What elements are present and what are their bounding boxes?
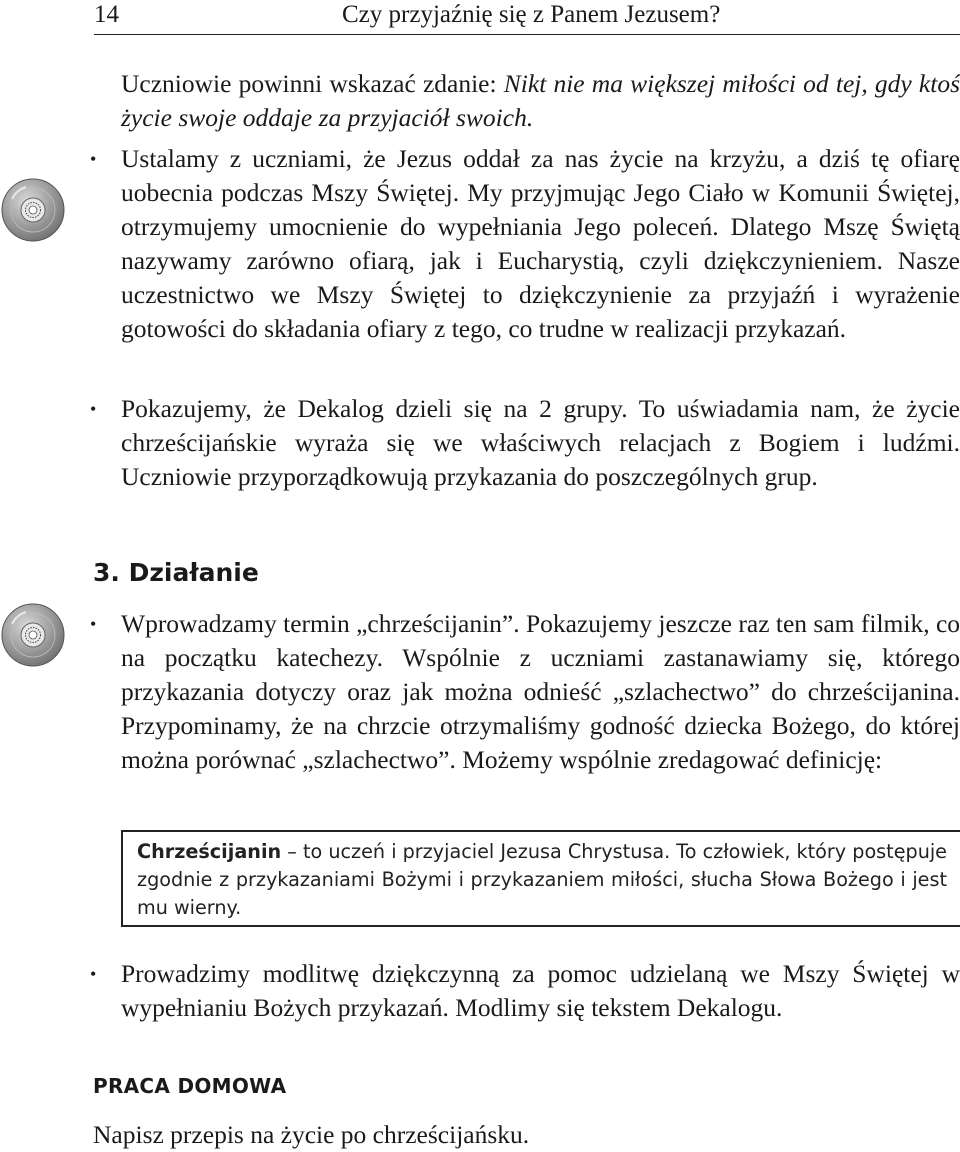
intro-paragraph [121, 67, 960, 135]
definition-text [137, 838, 947, 922]
running-title: Czy przyjaźnię się z Panem Jezusem? [342, 1, 721, 28]
homework-heading: PRACA DOMOWA [93, 1074, 287, 1098]
bullet-item: Ustalamy z uczniami, że Jezus oddał za nas życie na krzyżu, a dziś tę ofiarę uobecnia podczas Mszy Świętej. My przyjmując Jego Ciało w Komunii Świętej, otrzymujemy umocnienie do wypełniania Jego poleceń. Dlatego Mszę Świętą nazywamy zarówno ofiarą, jak i Eucharystią, czyli dziękczynieniem. Nasze uczestnictwo we Mszy Świętej to dziękczynienie za przyjaźń i wyrażenie gotowości do składania ofiary z tego, co trudne w realizacji przykazań. [121, 144, 960, 343]
intro-quote: Nikt nie ma większej miłości od tej, gdy ktoś życie swoje oddaje za przyjaciół swoich. [121, 69, 960, 132]
bullet-item: Pokazujemy, że Dekalog dzieli się na 2 grupy. To uświadamia nam, że życie chrześcijańskie wyraża się we właściwych relacjach z Bogiem i ludźmi. Uczniowie przyporządkowują przykazania do poszczególnych grup. [121, 394, 960, 491]
homework-text: Napisz przepis na życie po chrześcijańsku. [93, 1120, 530, 1149]
intro-text: Uczniowie powinni wskazać zdanie: [121, 69, 504, 98]
definition-body: – to uczeń i przyjaciel Jezusa Chrystusa. To człowiek, który postępuje zgodnie z przykazaniami Bożymi i przykazaniem miłości, słucha Słowa Bożego i jest mu wierny. [137, 840, 947, 919]
bullet-marker: • [90, 614, 97, 634]
cd-disc-icon [0, 602, 66, 668]
page-number: 14 [94, 1, 119, 28]
bullet-marker: • [90, 964, 97, 984]
bullet-item: Prowadzimy modlitwę dziękczynną za pomoc udzielaną we Mszy Świętej w wypełnianiu Bożych przykazań. Modlimy się tekstem Dekalogu. [121, 959, 960, 1022]
cd-disc-icon [0, 177, 66, 243]
bullet-marker: • [90, 149, 97, 169]
bullet-marker: • [90, 399, 97, 419]
page-header [94, 0, 960, 35]
definition-term: Chrześcijanin [137, 840, 282, 863]
section-heading: 3. Działanie [93, 558, 259, 587]
bullet-item: Wprowadzamy termin „chrześcijanin”. Pokazujemy jeszcze raz ten sam filmik, co na początku katechezy. Wspólnie z uczniami zastanawiamy się, którego przykazania dotyczy oraz jak można odnieść „szlachectwo” do chrześcijanina. Przypominamy, że na chrzcie otrzymaliśmy godność dziecka Bożego, do której można porównać „szlachectwo”. Możemy wspólnie zredagować definicję: [121, 609, 960, 774]
definition-box [121, 830, 960, 927]
